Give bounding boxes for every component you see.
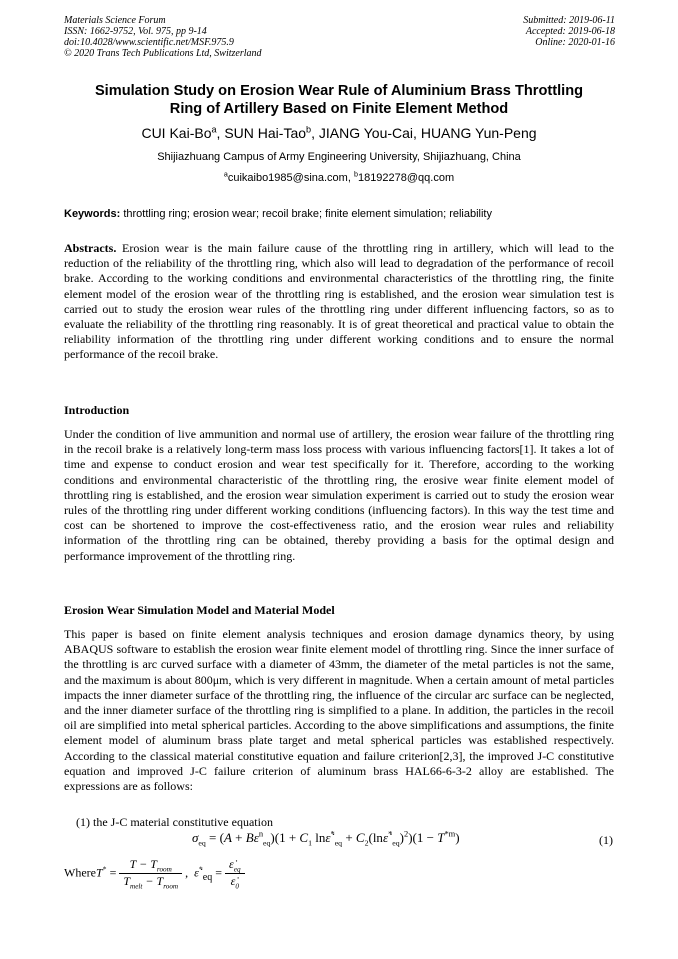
equation-number: (1) [599, 833, 613, 847]
author-1-sup: a [211, 124, 217, 135]
keywords [64, 207, 624, 221]
abstract [64, 241, 614, 363]
author-2: SUN Hai-Tao [224, 125, 307, 141]
paper-title [50, 82, 628, 118]
where-label: Where [64, 865, 96, 880]
emails [40, 171, 638, 185]
simulation-text: This paper is based on finite element analysis techniques and erosion damage dynamics theory, by using ABAQUS software to establish the erosion wear finite element model of throttling ring. Since the inner surface of the throttling is arc curved surface with a diameter of 43mm, the diameter of the metal particles is not the same, and the maximum is about 800μm, which is very different in magnitude. When a certain amount of metal particles impacts the inner diameter surface of the throttling ring, the influence of the circular arc surface can be neglected, and the inner diameter surface of the throttling ring is simplified to a plane. In addition, the particles in the recoil oil are simplified into metal spherical particles. According to the above simplifications and assumptions, the finite element model of aluminum brass plate target and metal spherical particles was established respectively. According to the classical material constitutive equation and failure criterion[2,3], the improved J-C constitutive equation and improved J-C failure criterion of aluminum brass HAL66-6-3-2 alloy are established. The expressions are as follows: [64, 627, 614, 794]
online-date: Online: 2020-01-16 [535, 37, 615, 48]
introduction-text: Under the condition of live ammunition and normal use of artillery, the erosion wear failure of the throttling ring in the recoil brake is a relatively long-term mass loss process with various influencing factors[1]. It takes a lot of time and expense to conduct erosion and wear test specifically for it. Therefore, according to the working conditions and environmental characteristic of the throttling ring, the erosive wear finite element model of throttling ring is established, and the erosion wear simulation experiment is carried out to study the erosion wear rules of the throttling ring under different working conditions (influencing factors). In this way the test time and cost can be shortened to improve the cost-effectiveness ratio, and the erosion wear rules and reliability information of the throttling ring can be obtained, thereby providing a basis for the optimal design and performance improvement of the throttling ring. [64, 427, 614, 563]
strain-rate-fraction: $\frac{\varepsiloṅ_{eq}}{\varepsiloṅ_0}$ [225, 857, 245, 891]
author-3: JIANG You-Cai [318, 125, 414, 141]
journal-name: Materials Science Forum [64, 15, 166, 26]
author-4: HUANG Yun-Peng [420, 125, 537, 141]
abstract-label: Abstracts. [64, 241, 117, 255]
where-clause: WhereT* = $\frac{T - T_{room}}{T_{melt} - T_{room}}$ , $\varepsiloṅ^*_{eq}$ = $\frac{\varepsiloṅ_{eq}}{\varepsiloṅ_0}$ [64, 857, 245, 891]
email-b-sup: b [353, 170, 358, 179]
author-list: CUI Kai-Bo$^a$, SUN Hai-Tao$^b$, JIANG You-Cai, HUANG Yun-Peng [141, 124, 537, 141]
introduction-heading: Introduction [64, 403, 130, 417]
copyright: © 2020 Trans Tech Publications Ltd, Switzerland [64, 48, 262, 59]
header-right [523, 15, 615, 48]
affiliation: Shijiazhuang Campus of Army Engineering University, Shijiazhuang, China [157, 151, 521, 163]
keywords-label: Keywords: [64, 208, 121, 220]
abstract-text: Erosion wear is the main failure cause of the throttling ring in artillery, which will lead to the reduction of the reliability of the throttling ring, which also will lead to degradation of the performance of recoil brake. According to the working conditions and environmental characteristics of the throttling ring, the finite element model of the erosion wear of the throttling ring is established, and the erosion wear simulation test is carried out to study the erosion wear rules of the throttling ring under different influencing factors, so as to evaluate the reliability of the throttling ring reasonably. It is of great theoretical and practical value to obtain the reliability information of the throttling ring under different working conditions and to ensure the normal performance of the recoil brake. [64, 241, 614, 362]
equation-label: (1) the J-C material constitutive equation [76, 815, 273, 829]
title-line-1: Simulation Study on Erosion Wear Rule of Aluminium Brass Throttling [94, 83, 584, 99]
submitted-date: Submitted: 2019-06-11 [523, 15, 615, 26]
author-2-sup: b [306, 124, 312, 135]
simulation-heading: Erosion Wear Simulation Model and Material Model [64, 603, 335, 617]
jc-equation: $\sigma_{eq} = (A + B\varepsilon^n_{eq})(1 + C_1$ $\ln\varepsiloṅ^*_{eq}$ + $C_2(\ln\varepsiloṅ^*_{eq})^2)(1 - T^{*m})$ [192, 828, 460, 848]
doi: doi:10.4028/www.scientific.net/MSF.975.9 [64, 37, 234, 48]
header-left [64, 15, 262, 59]
issn: ISSN: 1662-9752, Vol. 975, pp 9-14 [64, 26, 207, 37]
email-a-sup: a [223, 170, 228, 179]
accepted-date: Accepted: 2019-06-18 [525, 26, 615, 37]
email-a: cuikaibo1985@sina.com, [227, 172, 351, 184]
temperature-fraction: $\frac{T - T_{room}}{T_{melt} - T_{room}}$ [119, 857, 182, 891]
title-line-2: Ring of Artillery Based on Finite Element Method [169, 101, 509, 117]
author-1: CUI Kai-Bo [141, 125, 212, 141]
keywords-text: throttling ring; erosion wear; recoil brake; finite element simulation; reliability [123, 208, 492, 220]
email-b: 18192278@qq.com [357, 172, 455, 184]
